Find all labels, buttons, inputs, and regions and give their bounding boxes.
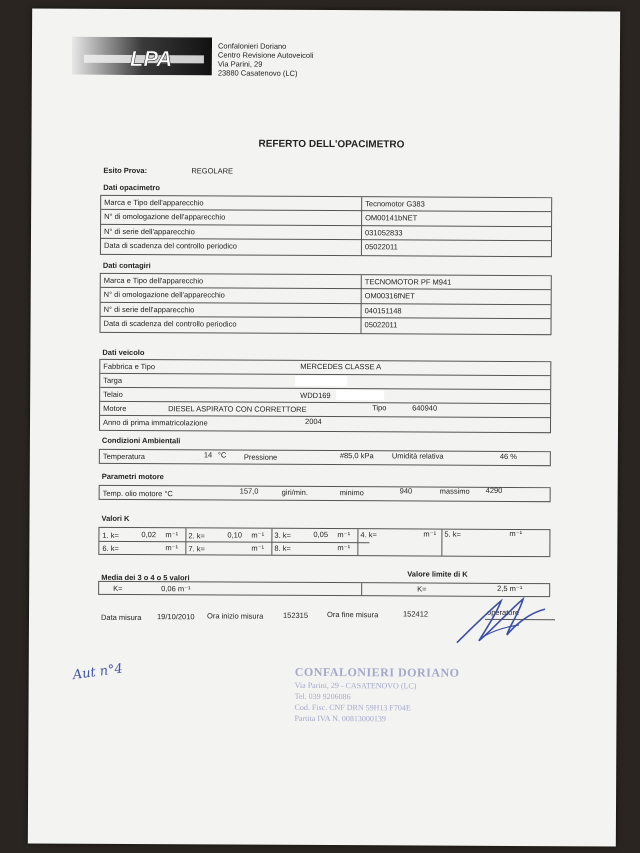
- table-cell: N° di serie dell'apparecchio: [103, 304, 195, 315]
- table-cell: Temp. olio motore °C: [102, 488, 173, 499]
- table-cell: Marca e Tipo dell'apparecchio: [104, 197, 204, 208]
- opacimetro-table: [100, 195, 552, 257]
- k-cell-label: 7. k=: [188, 544, 205, 554]
- table-cell: N° di omologazione dell'apparecchio: [103, 289, 225, 300]
- k-cell-unit: m⁻¹: [337, 530, 351, 540]
- esito-label: Esito Prova:: [103, 165, 148, 176]
- table-cell: 640940: [412, 403, 438, 413]
- k-cell-unit: m⁻¹: [251, 530, 265, 540]
- table-cell: 05022011: [364, 242, 398, 252]
- ora-fine-label: Ora fine misura: [326, 610, 379, 620]
- table-cell: Umidità relativa: [391, 451, 444, 461]
- media-label: K=: [113, 583, 123, 593]
- table-cell: 2004: [305, 416, 322, 426]
- veicolo-heading: Dati veicolo: [102, 347, 145, 358]
- limite-heading: Valore limite di K: [407, 569, 468, 579]
- ora-inizio-value: 152315: [282, 610, 309, 620]
- handwritten-note: Aut n°4: [71, 661, 124, 684]
- operatore-label: operatore: [487, 607, 520, 618]
- k-cell-label: 4. k=: [360, 530, 377, 540]
- k-cell-value: 0,10: [227, 530, 243, 540]
- table-cell: 14: [203, 450, 213, 460]
- table-cell: °C: [217, 450, 227, 460]
- data-misura-label: Data misura: [100, 612, 142, 623]
- table-cell: 46 %: [499, 451, 517, 462]
- limite-value: 2,5 m⁻¹: [497, 583, 523, 594]
- k-cell-label: 5. k=: [444, 529, 461, 539]
- k-cell-unit: m⁻¹: [509, 528, 523, 539]
- table-cell: Marca e Tipo dell'apparecchio: [103, 275, 204, 286]
- table-cell: Pressione: [243, 452, 278, 462]
- table-cell: Fabbrica e Tipo: [103, 361, 156, 372]
- table-cell: #85,0 kPa: [339, 451, 374, 461]
- valori-k-grid: [98, 527, 550, 557]
- table-cell: massimo: [439, 486, 470, 496]
- veicolo-table: [99, 359, 551, 433]
- esito-value: REGOLARE: [191, 166, 234, 176]
- k-cell-value: 0,02: [141, 530, 157, 540]
- k-cell-unit: m⁻¹: [165, 530, 179, 540]
- media-heading: Media dei 3 o 4 o 5 valori: [101, 572, 190, 583]
- table-cell: Data di scadenza del controllo periodico: [103, 240, 237, 251]
- document-sheet: [28, 8, 620, 846]
- media-value: 0,06 m⁻¹: [161, 584, 191, 594]
- opacimetro-heading: Dati opacimetro: [103, 182, 160, 193]
- k-cell-unit: m⁻¹: [423, 529, 437, 539]
- table-cell: WDD169: [300, 390, 331, 401]
- limite-label: K=: [417, 584, 427, 594]
- table-cell: Telaio: [103, 389, 123, 399]
- table-cell: Temperatura: [102, 451, 145, 462]
- k-cell-label: 6. k=: [102, 543, 119, 553]
- table-cell: minimo: [339, 488, 364, 498]
- ambientali-row: [99, 449, 551, 466]
- page-title: REFERTO DELL'OPACIMETRO: [258, 138, 405, 151]
- k-cell-label: 8. k=: [274, 543, 291, 553]
- table-cell: 4290: [485, 485, 503, 495]
- table-cell: 031052833: [364, 228, 403, 238]
- contagiri-heading: Dati contagiri: [102, 260, 151, 271]
- table-cell: Anno di prima immatricolazione: [103, 417, 208, 428]
- signature: [449, 591, 559, 652]
- company-address: Confalonieri Doriano Centro Revisione Autoveicoli Via Parini, 29 23880 Casatenovo (LC): [217, 41, 314, 78]
- table-cell: Data di scadenza del controllo periodico: [103, 318, 237, 329]
- redacted-vin: [336, 390, 384, 400]
- k-cell-unit: m⁻¹: [165, 543, 179, 553]
- table-cell: MERCEDES CLASSE A: [300, 361, 382, 372]
- table-cell: giri/min.: [281, 487, 308, 497]
- table-cell: TECNOMOTOR PF M941: [364, 277, 452, 287]
- table-cell: OM00316fNET: [364, 291, 415, 301]
- table-cell: Motore: [103, 403, 127, 413]
- motore-heading: Parametri motore: [101, 471, 164, 482]
- k-cell-label: 1. k=: [102, 530, 119, 540]
- table-cell: 940: [399, 486, 413, 496]
- lpa-logo: [72, 37, 212, 76]
- k-cell-value: 0,05: [313, 529, 329, 540]
- k-cell-unit: m⁻¹: [337, 543, 351, 553]
- stamp-details: Via Parini, 29 - CASATENOVO (LC) Tel. 039 9206086 Cod. Fisc. CNF DRN 59H13 F704E Partita IVA N. 00813000139: [294, 680, 417, 724]
- motore-row: [99, 485, 551, 502]
- redacted-plate: [295, 376, 347, 386]
- ora-fine-value: 152412: [403, 609, 429, 619]
- k-cell-unit: m⁻¹: [251, 543, 265, 553]
- stamp-name: CONFALONIERI DORIANO: [294, 664, 460, 680]
- k-cell-label: 3. k=: [274, 530, 291, 540]
- svg-text:LPA: LPA: [129, 45, 173, 72]
- table-cell: N° di omologazione dell'apparecchio: [104, 211, 226, 222]
- table-cell: 040151148: [364, 306, 402, 316]
- table-cell: N° di serie dell'apparecchio: [104, 226, 195, 237]
- ambientali-heading: Condizioni Ambientali: [101, 435, 181, 446]
- ora-inizio-label: Ora inizio misura: [206, 611, 264, 621]
- table-cell: Tecnomotor G383: [365, 199, 425, 209]
- table-cell: 157,0: [239, 486, 259, 496]
- table-cell: Targa: [103, 375, 123, 385]
- table-cell: DIESEL ASPIRATO CON CORRETTORE: [168, 404, 307, 414]
- table-cell: 05022011: [364, 320, 398, 330]
- k-cell-label: 2. k=: [188, 531, 205, 541]
- contagiri-table: [99, 273, 551, 335]
- data-misura-value: 19/10/2010: [156, 612, 195, 622]
- table-cell: OM00141bNET: [365, 213, 418, 223]
- table-cell: Tipo: [372, 403, 387, 413]
- valori-k-heading: Valori K: [101, 513, 130, 523]
